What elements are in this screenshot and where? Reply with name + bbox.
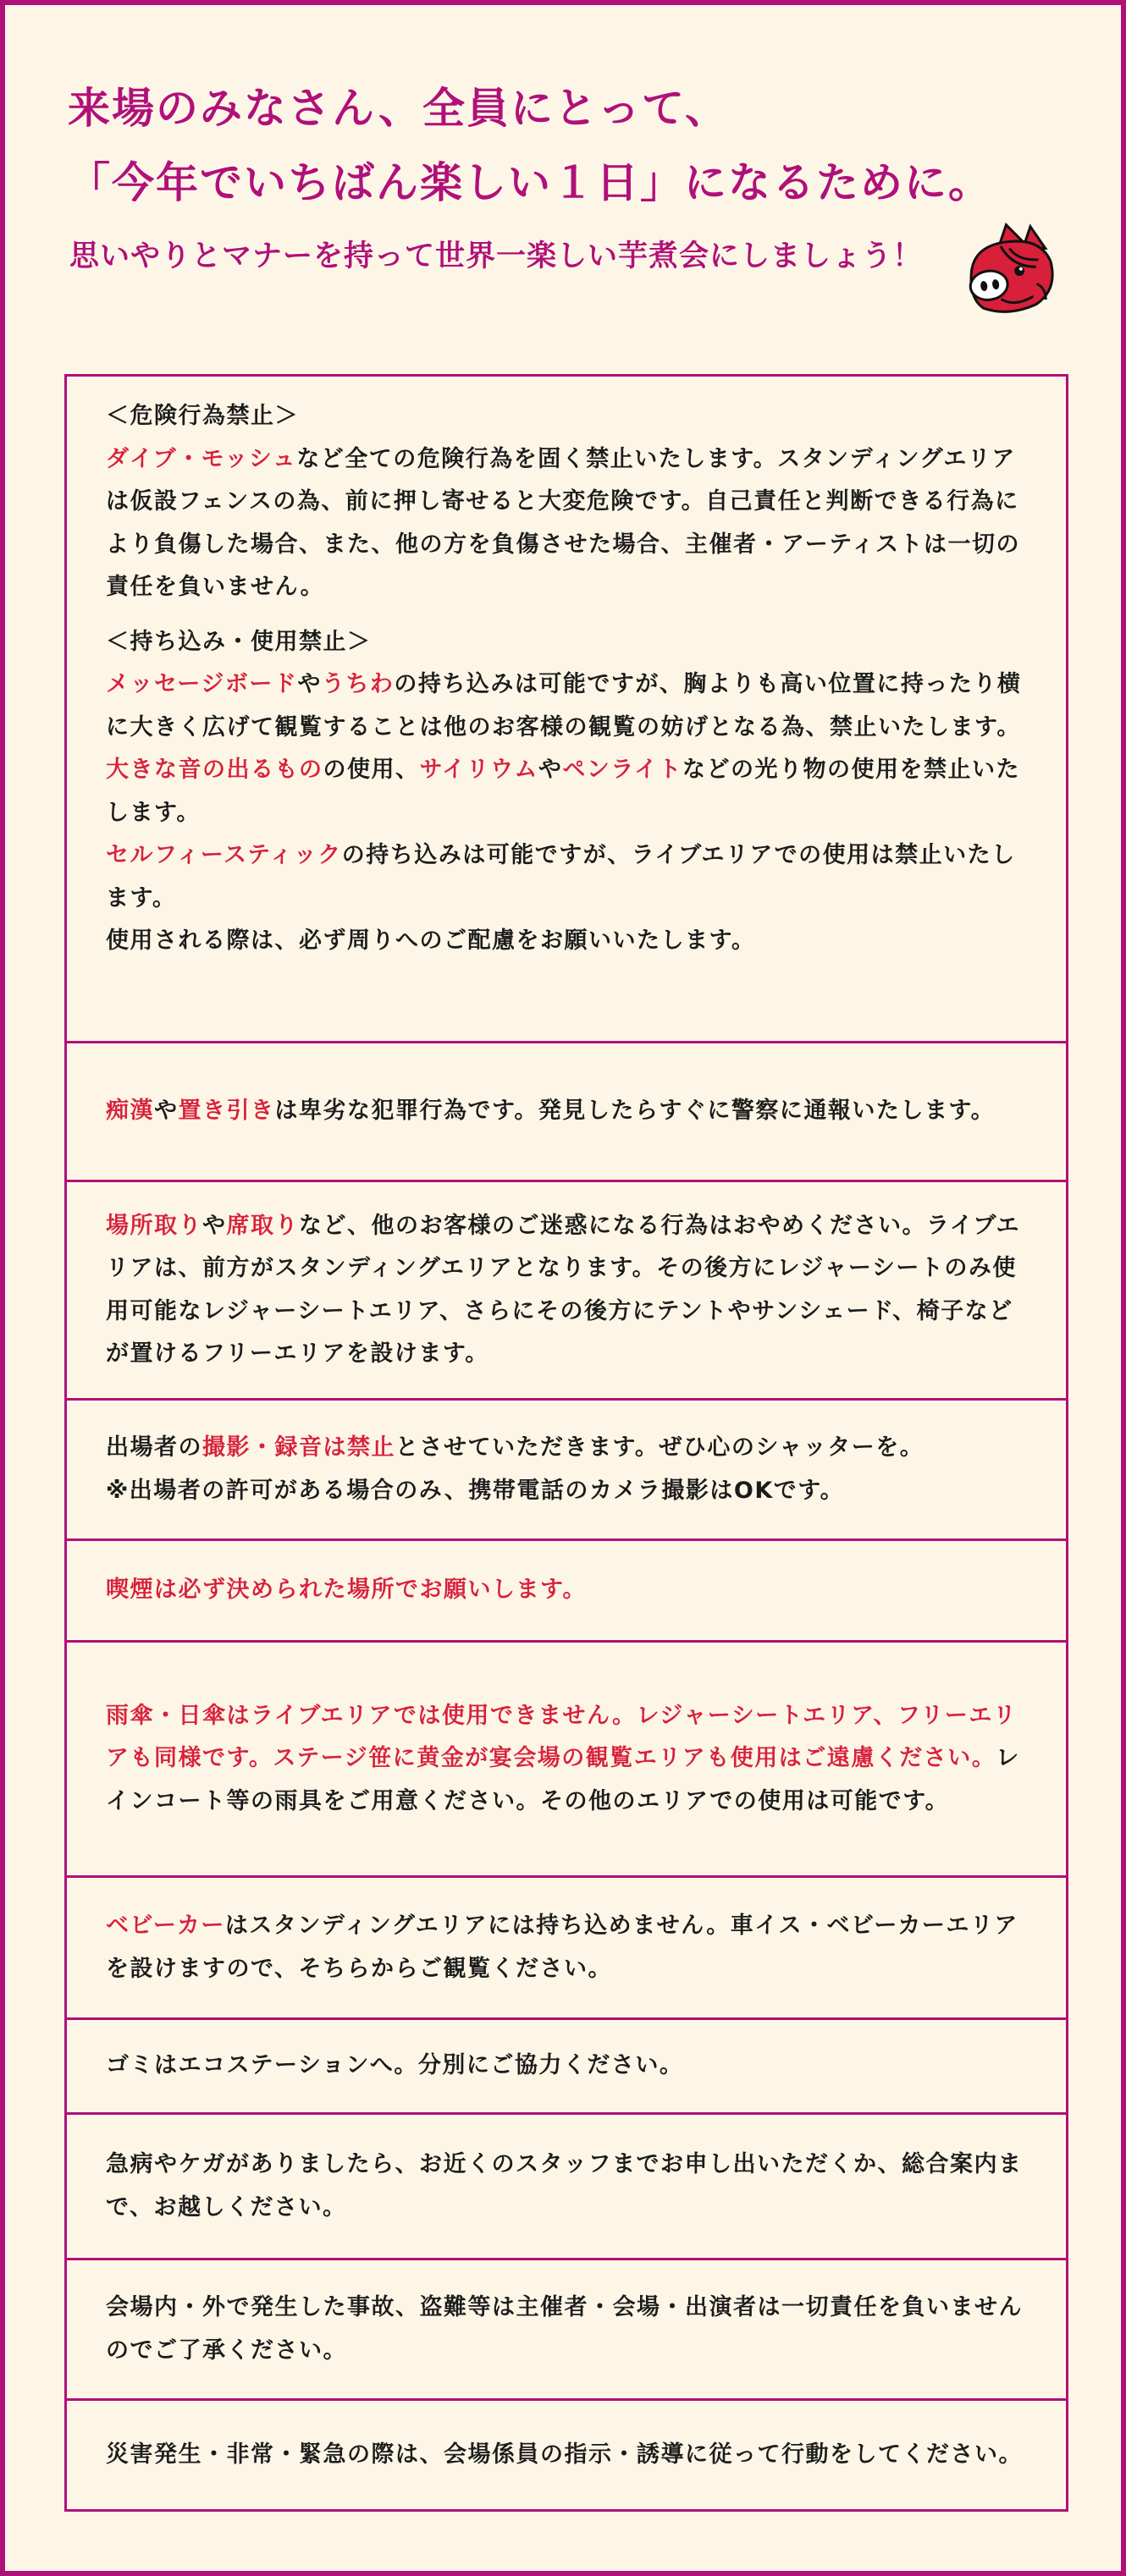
subtitle: 思いやりとマナーを持って世界一楽しい芋煮会にしましょう！	[69, 239, 924, 273]
rule-text: セルフィースティックの持ち込みは可能ですが、ライブエリアでの使用は禁止いたします。	[106, 842, 1016, 911]
rule-photography: 出場者の撮影・録音は禁止とさせていただきます。ぜひ心のシャッターを。 ※出場者の許可がある場合のみ、携帯電話のカメラ撮影はOKです。	[67, 1401, 1066, 1541]
rule-crime: 痴漢や置き引きは卑劣な犯罪行為です。発見したらすぐに警察に通報いたします。	[67, 1043, 1066, 1182]
page-title	[68, 71, 992, 220]
rules-list	[64, 374, 1068, 2512]
rule-disaster: 災害発生・非常・緊急の際は、会場係員の指示・誘導に従って行動をしてください。	[106, 2441, 1023, 2468]
red-boar-mascot-icon	[953, 220, 1062, 322]
rule-medical: 急病やケガがありましたら、お近くのスタッフまでお申し出いただくか、総合案内まで、お越しください。	[67, 2115, 1066, 2260]
rule-umbrella: 雨傘・日傘はライブエリアでは使用できません。レジャーシートエリア、フリーエリアも同様です。ステージ笹に黄金が宴会場の観覧エリアも使用はご遠慮ください。レインコート等の雨具をご用意ください。その他のエリアでの使用は可能です。	[67, 1643, 1066, 1878]
rule-liability: 会場内・外で発生した事故、盗難等は主催者・会場・出演者は一切責任を負いませんのでご了承ください。	[67, 2260, 1066, 2401]
rule-garbage: ゴミはエコステーションへ。分別にご協力ください。	[67, 2020, 1066, 2115]
title-line-1: 来場のみなさん、全員にとって、	[68, 84, 729, 133]
rule-heading-danger: ＜危険行為禁止＞	[106, 403, 299, 429]
rule-text: ダイブ・モッシュなど全ての危険行為を固く禁止いたします。スタンディングエリアは仮設フェンスの為、前に押し寄せると大変危険です。自己責任と判断できる行為により負傷した場合、また、他の方を負傷させた場合、主催者・アーティストは一切の責任を負いません。	[106, 445, 1021, 600]
highlight: ダイブ・モッシュ	[106, 445, 297, 472]
rule-prohibited-acts	[67, 377, 1066, 1043]
rule-stroller: ベビーカーはスタンディングエリアには持ち込めません。車イス・ベビーカーエリアを設けますので、そちらからご観覧ください。	[67, 1878, 1066, 2020]
rule-text: 使用される際は、必ず周りへのご配慮をお願いいたします。	[106, 927, 756, 954]
rule-text: 大きな音の出るものの使用、サイリウムやペンライトなどの光り物の使用を禁止いたします。	[106, 757, 1021, 826]
title-line-2: 「今年でいちばん楽しい１日」になるために。	[68, 158, 992, 207]
rule-areas: 場所取りや席取りなど、他のお客様のご迷惑になる行為はおやめください。ライブエリアは、前方がスタンディングエリアとなります。その後方にレジャーシートのみ使用可能なレジャーシートエリア、さらにその後方にテントやサンシェード、椅子などが置けるフリーエリアを設けます。	[67, 1182, 1066, 1401]
rule-heading-items: ＜持ち込み・使用禁止＞	[106, 628, 372, 655]
rule-text: メッセージボードやうちわの持ち込みは可能ですが、胸よりも高い位置に持ったり横に大きく広げて観覧することは他のお客様の観覧の妨げとなる為、禁止いたします。	[106, 671, 1022, 740]
rule-smoking: 喫煙は必ず決められた場所でお願いします。	[67, 1541, 1066, 1643]
